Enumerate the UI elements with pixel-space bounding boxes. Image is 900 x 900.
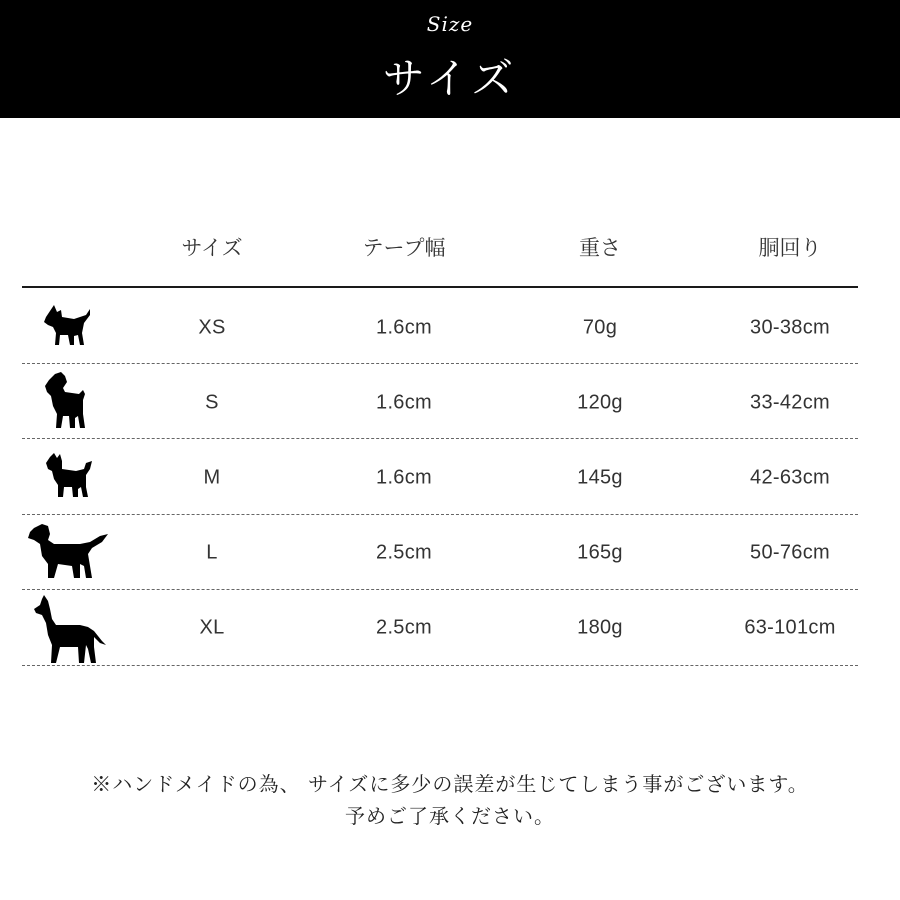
girth-value: 33-42cm [750, 391, 830, 414]
header-banner [0, 0, 900, 118]
girth-value: 30-38cm [750, 316, 830, 339]
disclaimer-line-1: ※ハンドメイドの為、 サイズに多少の誤差が生じてしまう事がございます。 [91, 772, 809, 796]
tape-width-value: 2.5cm [376, 616, 432, 639]
column-header-size: サイズ [181, 236, 243, 260]
table-header-row [0, 232, 900, 272]
table-row [0, 590, 900, 665]
great-dane-silhouette-icon [34, 595, 106, 669]
header-script-label: Size [426, 12, 474, 36]
tape-width-value: 1.6cm [376, 316, 432, 339]
tape-width-value: 1.6cm [376, 391, 432, 414]
disclaimer-line-2: 予めご了承ください。 [345, 804, 555, 828]
girth-value: 42-63cm [750, 466, 830, 489]
chihuahua-silhouette-icon [44, 305, 92, 351]
table-row [0, 515, 900, 590]
girth-value: 63-101cm [744, 616, 836, 639]
page-title: サイズ [382, 54, 518, 103]
size-label: S [205, 391, 219, 414]
table-row [0, 290, 900, 365]
row-divider [22, 665, 858, 666]
size-label: XS [198, 316, 226, 339]
weight-value: 165g [577, 541, 623, 564]
size-label: XL [199, 616, 225, 639]
shiba-silhouette-icon [46, 453, 94, 503]
header-divider [22, 286, 858, 288]
weight-value: 180g [577, 616, 623, 639]
terrier-silhouette-icon [45, 372, 87, 434]
table-row [0, 365, 900, 440]
retriever-silhouette-icon [28, 522, 108, 584]
tape-width-value: 2.5cm [376, 541, 432, 564]
column-header-girth: 胴回り [758, 236, 822, 260]
tape-width-value: 1.6cm [376, 466, 432, 489]
size-label: M [203, 466, 221, 489]
row-divider [22, 363, 858, 364]
girth-value: 50-76cm [750, 541, 830, 564]
table-row [0, 440, 900, 515]
weight-value: 145g [577, 466, 623, 489]
column-header-tape-width: テープ幅 [362, 236, 446, 260]
column-header-weight: 重さ [579, 236, 621, 260]
weight-value: 120g [577, 391, 623, 414]
weight-value: 70g [582, 316, 618, 339]
row-divider [22, 438, 858, 439]
size-label: L [206, 541, 218, 564]
